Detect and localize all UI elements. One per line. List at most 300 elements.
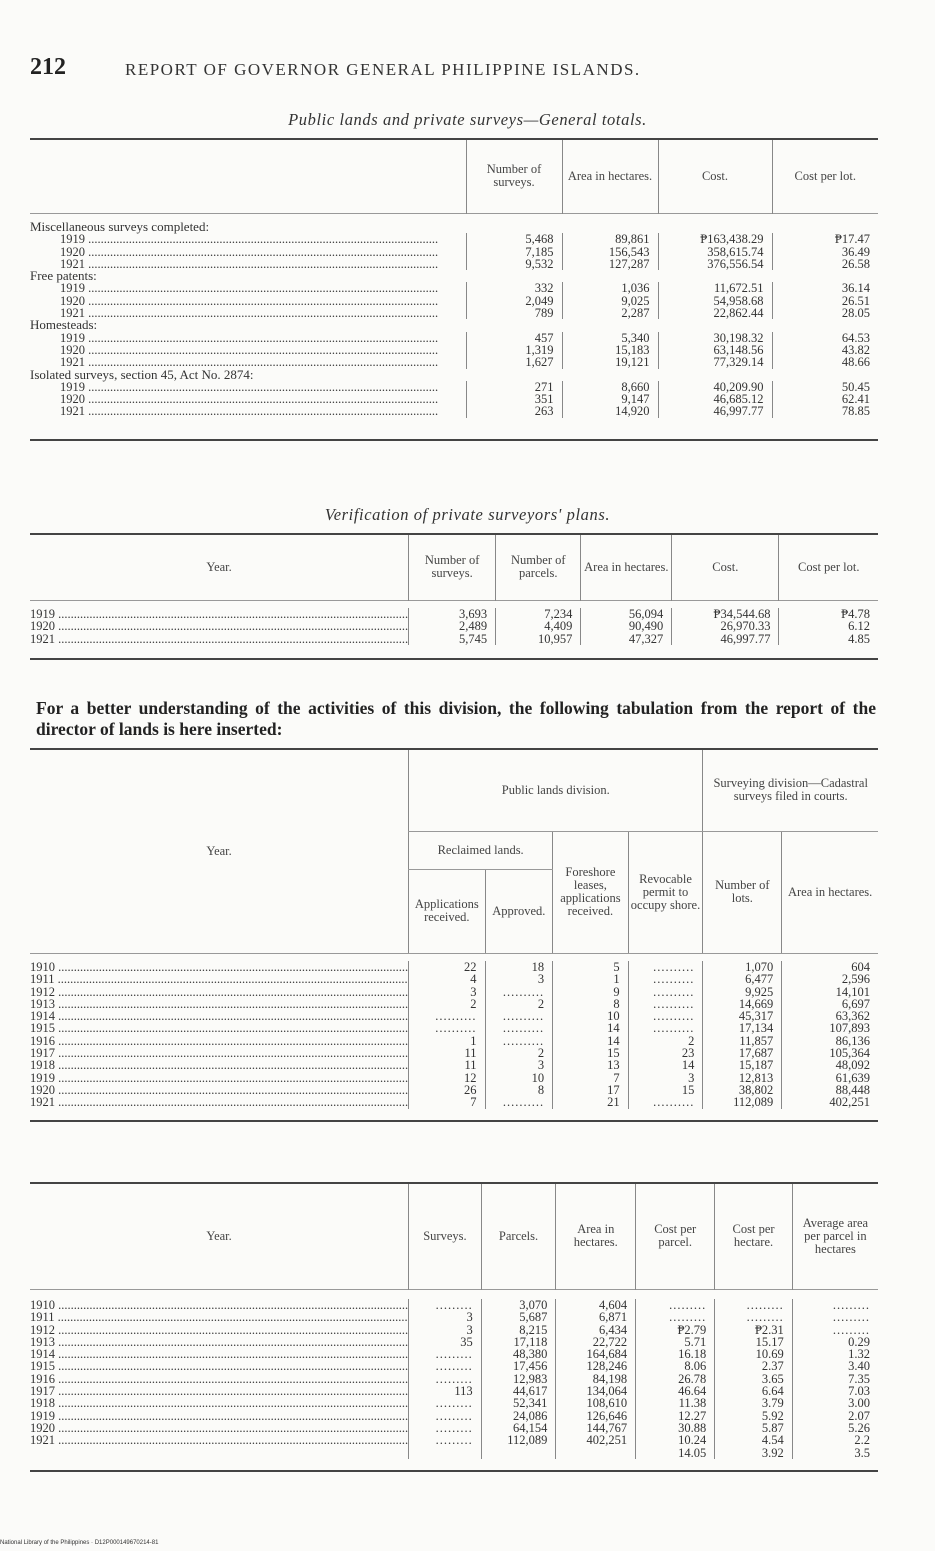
value-cell: 23 <box>628 1047 703 1059</box>
year-cell: 1913 ..... <box>30 998 409 1010</box>
value-cell: 5,468 <box>466 233 562 245</box>
year-cell: 1912 ..... <box>30 986 409 998</box>
value-cell: 18 <box>485 961 553 973</box>
t2-col-surveys: Number of surveys. <box>409 534 496 600</box>
value-cell: 21 <box>553 1096 628 1108</box>
value-cell: .......... <box>628 973 703 985</box>
value-cell: 4 <box>409 973 485 985</box>
value-cell: 332 <box>466 282 562 294</box>
value-cell: 22,862.44 <box>658 307 772 319</box>
t3-col-year: Year. <box>30 749 409 953</box>
year-cell: 1919 ..... <box>30 282 466 294</box>
spacer-row <box>30 1459 878 1471</box>
value-cell: 17,118 <box>481 1336 556 1348</box>
value-cell: 402,251 <box>556 1434 636 1446</box>
value-cell: 4,604 <box>556 1299 636 1311</box>
value-cell: 26,970.33 <box>672 620 779 632</box>
value-cell: 5.71 <box>636 1336 715 1348</box>
value-cell: 2 <box>485 998 553 1010</box>
value-cell: 40,209.90 <box>658 381 772 393</box>
value-cell: 15 <box>628 1084 703 1096</box>
table-row <box>30 282 878 294</box>
table-row <box>30 1434 878 1446</box>
year-cell: 1920 ..... <box>30 246 466 258</box>
value-cell: ......... <box>715 1311 792 1323</box>
value-cell: .......... <box>409 1010 485 1022</box>
value-cell: 14,669 <box>703 998 782 1010</box>
value-cell: 15.17 <box>715 1336 792 1348</box>
value-cell: 35 <box>409 1336 482 1348</box>
value-cell: 164,684 <box>556 1348 636 1360</box>
t1-stub-header <box>30 139 466 213</box>
t1-col-area: Area in hectares. <box>562 139 658 213</box>
value-cell: 1,627 <box>466 356 562 368</box>
value-cell: 14.05 <box>636 1447 715 1459</box>
value-cell: .......... <box>485 1010 553 1022</box>
value-cell: 5,687 <box>481 1311 556 1323</box>
value-cell: 7 <box>409 1096 485 1108</box>
value-cell: ......... <box>715 1299 792 1311</box>
t3-reclaimed: Reclaimed lands. <box>409 831 553 869</box>
value-cell: 7,185 <box>466 246 562 258</box>
table-row <box>30 1311 878 1323</box>
t4-col-cost-per-parcel: Cost per parcel. <box>636 1183 715 1289</box>
value-cell: .......... <box>628 1010 703 1022</box>
value-cell: 144,767 <box>556 1422 636 1434</box>
value-cell: 17 <box>553 1084 628 1096</box>
value-cell: 17,687 <box>703 1047 782 1059</box>
table-row <box>30 1397 878 1409</box>
year-cell: 1912 ..... <box>30 1324 409 1336</box>
value-cell: 457 <box>466 332 562 344</box>
value-cell: 10 <box>553 1010 628 1022</box>
value-cell: 6.12 <box>779 620 878 632</box>
t4-col-cost-per-hectare: Cost per hectare. <box>715 1183 792 1289</box>
t1-col-surveys: Number of surveys. <box>466 139 562 213</box>
year-cell: 1919 ..... <box>30 1410 409 1422</box>
value-cell: 10.24 <box>636 1434 715 1446</box>
value-cell: 11.38 <box>636 1397 715 1409</box>
value-cell: 9,925 <box>703 986 782 998</box>
value-cell: 43.82 <box>772 344 878 356</box>
value-cell: 9 <box>553 986 628 998</box>
value-cell: 24,086 <box>481 1410 556 1422</box>
division-activities-table <box>30 748 878 1122</box>
value-cell: 46,685.12 <box>658 393 772 405</box>
value-cell: 3 <box>409 986 485 998</box>
value-cell: 8,660 <box>562 381 658 393</box>
value-cell: ......... <box>409 1422 482 1434</box>
table-row <box>30 1022 878 1034</box>
value-cell: ₱2.31 <box>715 1324 792 1336</box>
table-row <box>30 620 878 632</box>
value-cell: 3.92 <box>715 1447 792 1459</box>
table-row <box>30 1360 878 1372</box>
value-cell: 64,154 <box>481 1422 556 1434</box>
t1-col-cost: Cost. <box>658 139 772 213</box>
value-cell: ₱17.47 <box>772 233 878 245</box>
value-cell: 64.53 <box>772 332 878 344</box>
value-cell: ₱34,544.68 <box>672 608 779 620</box>
value-cell: 376,556.54 <box>658 258 772 270</box>
value-cell: 2.37 <box>715 1360 792 1372</box>
value-cell: 61,639 <box>782 1072 878 1084</box>
value-cell: 12,983 <box>481 1373 556 1385</box>
value-cell: 5 <box>553 961 628 973</box>
t3-group-surveying: Surveying division—Cadastral surveys filed in courts. <box>703 749 878 831</box>
value-cell: 36.14 <box>772 282 878 294</box>
value-cell: 50.45 <box>772 381 878 393</box>
year-cell: 1919 ..... <box>30 381 466 393</box>
value-cell: 4,409 <box>496 620 581 632</box>
value-cell: 12 <box>409 1072 485 1084</box>
value-cell: 48.66 <box>772 356 878 368</box>
value-cell: 5.92 <box>715 1410 792 1422</box>
year-cell: 1910 ..... <box>30 1299 409 1311</box>
value-cell: ₱163,438.29 <box>658 233 772 245</box>
value-cell: 22,722 <box>556 1336 636 1348</box>
intro-paragraph: For a better understanding of the activities of this division, the following tabulation from the report of the director of lands is here inserted: <box>36 698 876 739</box>
category-row <box>30 319 878 331</box>
year-cell: 1921 ..... <box>30 258 466 270</box>
value-cell: 1 <box>553 973 628 985</box>
value-cell: 63,148.56 <box>658 344 772 356</box>
category-label: Homesteads: <box>30 317 98 333</box>
value-cell: 2,049 <box>466 295 562 307</box>
value-cell: 7,234 <box>496 608 581 620</box>
value-cell: 8 <box>485 1084 553 1096</box>
value-cell: 789 <box>466 307 562 319</box>
t3-col-area: Area in hectares. <box>782 831 878 953</box>
year-cell: 1920 ..... <box>30 393 466 405</box>
year-cell: 1921 ..... <box>30 1096 409 1108</box>
table-row <box>30 405 878 417</box>
value-cell: 26.78 <box>636 1373 715 1385</box>
value-cell: 128,246 <box>556 1360 636 1372</box>
value-cell: 12.27 <box>636 1410 715 1422</box>
value-cell: 30.88 <box>636 1422 715 1434</box>
value-cell: 5,745 <box>409 633 496 645</box>
value-cell: 108,610 <box>556 1397 636 1409</box>
value-cell <box>409 1447 482 1459</box>
value-cell: 2 <box>628 1035 703 1047</box>
year-cell: 1921 ..... <box>30 307 466 319</box>
year-cell <box>30 1447 409 1459</box>
value-cell: 2.07 <box>792 1410 878 1422</box>
value-cell: 26.51 <box>772 295 878 307</box>
t4-col-average-area: Average area per parcel in hectares <box>792 1183 878 1289</box>
year-cell: 1921 ..... <box>30 405 466 417</box>
t4-col-year: Year. <box>206 1228 232 1243</box>
year-cell: 1918 ..... <box>30 1397 409 1409</box>
year-cell: 1911 ..... <box>30 973 409 985</box>
value-cell: ......... <box>409 1434 482 1446</box>
table-row <box>30 1096 878 1108</box>
value-cell: 8 <box>553 998 628 1010</box>
value-cell: 48,092 <box>782 1059 878 1071</box>
value-cell: 14 <box>628 1059 703 1071</box>
table-row <box>30 1324 878 1336</box>
value-cell: 46.64 <box>636 1385 715 1397</box>
value-cell: .......... <box>409 1022 485 1034</box>
value-cell <box>556 1447 636 1459</box>
t2-col-cost: Cost. <box>672 534 779 600</box>
value-cell: 52,341 <box>481 1397 556 1409</box>
value-cell: 46,997.77 <box>672 633 779 645</box>
value-cell: 16.18 <box>636 1348 715 1360</box>
value-cell: ......... <box>409 1410 482 1422</box>
year-cell: 1919 ..... <box>30 332 466 344</box>
t4-col-area: Area in hectares. <box>556 1183 636 1289</box>
value-cell: 1,319 <box>466 344 562 356</box>
value-cell: 46,997.77 <box>658 405 772 417</box>
value-cell: 126,646 <box>556 1410 636 1422</box>
value-cell: 358,615.74 <box>658 246 772 258</box>
year-cell: 1919 ..... <box>30 233 466 245</box>
value-cell: 38,802 <box>703 1084 782 1096</box>
value-cell: 44,617 <box>481 1385 556 1397</box>
table-row <box>30 973 878 985</box>
year-cell: 1920 ..... <box>30 620 409 632</box>
value-cell: 15 <box>553 1047 628 1059</box>
value-cell: 11,857 <box>703 1035 782 1047</box>
value-cell: 263 <box>466 405 562 417</box>
value-cell: 3 <box>409 1311 482 1323</box>
table-row <box>30 307 878 319</box>
table-row <box>30 258 878 270</box>
table-row <box>30 1447 878 1459</box>
value-cell: 54,958.68 <box>658 295 772 307</box>
value-cell: 3.65 <box>715 1373 792 1385</box>
value-cell: ......... <box>792 1311 878 1323</box>
value-cell: .......... <box>628 961 703 973</box>
value-cell: 19,121 <box>562 356 658 368</box>
value-cell: 9,025 <box>562 295 658 307</box>
value-cell: 36.49 <box>772 246 878 258</box>
page-number: 212 <box>30 54 66 80</box>
value-cell: 105,364 <box>782 1047 878 1059</box>
cadastral-summary-table <box>30 1182 878 1472</box>
value-cell: 14,920 <box>562 405 658 417</box>
value-cell: 3.00 <box>792 1397 878 1409</box>
value-cell: 17,456 <box>481 1360 556 1372</box>
value-cell: 3 <box>485 1059 553 1071</box>
table-row <box>30 1059 878 1071</box>
value-cell: 3,693 <box>409 608 496 620</box>
year-cell: 1910 ..... <box>30 961 409 973</box>
value-cell: 12,813 <box>703 1072 782 1084</box>
category-row <box>30 369 878 381</box>
year-cell: 1920 ..... <box>30 344 466 356</box>
value-cell: 1,070 <box>703 961 782 973</box>
value-cell: 6,871 <box>556 1311 636 1323</box>
value-cell: .......... <box>485 986 553 998</box>
value-cell: 107,893 <box>782 1022 878 1034</box>
year-cell: 1916 ..... <box>30 1373 409 1385</box>
year-cell: 1918 ..... <box>30 1059 409 1071</box>
t1-col-cost-per-lot: Cost per lot. <box>772 139 878 213</box>
value-cell: 8,215 <box>481 1324 556 1336</box>
value-cell: 3,070 <box>481 1299 556 1311</box>
value-cell: 5,340 <box>562 332 658 344</box>
value-cell: 86,136 <box>782 1035 878 1047</box>
value-cell: 113 <box>409 1385 482 1397</box>
value-cell: 6,697 <box>782 998 878 1010</box>
year-cell: 1919 ..... <box>30 608 409 620</box>
value-cell: 4.54 <box>715 1434 792 1446</box>
year-cell: 1916 ..... <box>30 1035 409 1047</box>
value-cell: 3 <box>628 1072 703 1084</box>
value-cell: 3.79 <box>715 1397 792 1409</box>
t2-col-area: Area in hectares. <box>581 534 672 600</box>
value-cell: 84,198 <box>556 1373 636 1385</box>
spacer-row <box>30 645 878 659</box>
value-cell: 7.35 <box>792 1373 878 1385</box>
value-cell: 9,147 <box>562 393 658 405</box>
value-cell: 15,187 <box>703 1059 782 1071</box>
value-cell: 2,489 <box>409 620 496 632</box>
value-cell: 351 <box>466 393 562 405</box>
value-cell: ......... <box>409 1348 482 1360</box>
year-cell: 1919 ..... <box>30 1072 409 1084</box>
value-cell: 3.40 <box>792 1360 878 1372</box>
t4-col-surveys: Surveys. <box>409 1183 482 1289</box>
year-cell: 1914 ..... <box>30 1010 409 1022</box>
value-cell: 156,543 <box>562 246 658 258</box>
value-cell: 8.06 <box>636 1360 715 1372</box>
value-cell: 112,089 <box>481 1434 556 1446</box>
value-cell: 2 <box>409 998 485 1010</box>
value-cell: 78.85 <box>772 405 878 417</box>
value-cell: 22 <box>409 961 485 973</box>
value-cell: ......... <box>409 1373 482 1385</box>
value-cell: 1,036 <box>562 282 658 294</box>
value-cell: 26.58 <box>772 258 878 270</box>
year-cell: 1917 ..... <box>30 1047 409 1059</box>
value-cell: 10,957 <box>496 633 581 645</box>
value-cell: .......... <box>628 1096 703 1108</box>
category-label: Isolated surveys, section 45, Act No. 2874: <box>30 366 254 382</box>
t3-group-public: Public lands division. <box>409 749 703 831</box>
value-cell: 63,362 <box>782 1010 878 1022</box>
value-cell: 604 <box>782 961 878 973</box>
value-cell: 88,448 <box>782 1084 878 1096</box>
year-cell: 1921 ..... <box>30 1434 409 1446</box>
year-cell: 1920 ..... <box>30 1084 409 1096</box>
value-cell: ......... <box>636 1299 715 1311</box>
value-cell: 14 <box>553 1035 628 1047</box>
spacer-row <box>30 418 878 440</box>
value-cell: 26 <box>409 1084 485 1096</box>
value-cell: 10 <box>485 1072 553 1084</box>
year-cell: 1921 ..... <box>30 356 466 368</box>
value-cell: 47,327 <box>581 633 672 645</box>
year-cell: 1915 ..... <box>30 1022 409 1034</box>
value-cell <box>481 1447 556 1459</box>
value-cell: 1.32 <box>792 1348 878 1360</box>
value-cell: ......... <box>409 1299 482 1311</box>
t3-col-applications: Applications received. <box>409 869 485 953</box>
value-cell: 89,861 <box>562 233 658 245</box>
value-cell: 45,317 <box>703 1010 782 1022</box>
value-cell: .......... <box>485 1022 553 1034</box>
value-cell: 1 <box>409 1035 485 1047</box>
value-cell: 14,101 <box>782 986 878 998</box>
year-cell: 1915 ..... <box>30 1360 409 1372</box>
table1-title: Public lands and private surveys—General totals. <box>288 110 647 129</box>
value-cell: 15,183 <box>562 344 658 356</box>
value-cell: .......... <box>628 998 703 1010</box>
value-cell: 48,380 <box>481 1348 556 1360</box>
value-cell: 11 <box>409 1059 485 1071</box>
value-cell: 3.5 <box>792 1447 878 1459</box>
value-cell: 6,477 <box>703 973 782 985</box>
year-cell: 1920 ..... <box>30 295 466 307</box>
table-row <box>30 633 878 645</box>
value-cell: 17,134 <box>703 1022 782 1034</box>
t3-col-lots: Number of lots. <box>703 831 782 953</box>
value-cell: 7.03 <box>792 1385 878 1397</box>
value-cell: 0.29 <box>792 1336 878 1348</box>
value-cell: 3 <box>485 973 553 985</box>
value-cell: 271 <box>466 381 562 393</box>
value-cell: 14 <box>553 1022 628 1034</box>
value-cell: ......... <box>636 1311 715 1323</box>
value-cell: 11 <box>409 1047 485 1059</box>
value-cell: 6,434 <box>556 1324 636 1336</box>
value-cell: 10.69 <box>715 1348 792 1360</box>
value-cell: 3 <box>409 1324 482 1336</box>
value-cell: 127,287 <box>562 258 658 270</box>
value-cell: .......... <box>628 1022 703 1034</box>
value-cell: 2 <box>485 1047 553 1059</box>
spacer-row <box>30 1109 878 1121</box>
value-cell: 30,198.32 <box>658 332 772 344</box>
value-cell: 11,672.51 <box>658 282 772 294</box>
category-label: Free patents: <box>30 268 97 284</box>
year-cell: 1917 ..... <box>30 1385 409 1397</box>
value-cell: ₱2.79 <box>636 1324 715 1336</box>
value-cell: 77,329.14 <box>658 356 772 368</box>
t2-col-parcels: Number of parcels. <box>496 534 581 600</box>
value-cell: ......... <box>792 1324 878 1336</box>
value-cell: ......... <box>409 1397 482 1409</box>
t3-col-foreshore: Foreshore leases, applications received. <box>553 831 628 953</box>
table-row <box>30 233 878 245</box>
running-title: REPORT OF GOVERNOR GENERAL PHILIPPINE ISLANDS. <box>125 60 641 79</box>
value-cell: 2.2 <box>792 1434 878 1446</box>
year-cell: 1913 ..... <box>30 1336 409 1348</box>
value-cell: 5.26 <box>792 1422 878 1434</box>
t4-col-parcels: Parcels. <box>481 1183 556 1289</box>
t2-col-cost-per-lot: Cost per lot. <box>779 534 878 600</box>
value-cell: 5.87 <box>715 1422 792 1434</box>
value-cell: 2,596 <box>782 973 878 985</box>
verification-table <box>30 533 878 660</box>
year-cell: 1920 ..... <box>30 1422 409 1434</box>
value-cell: 9,532 <box>466 258 562 270</box>
value-cell: ......... <box>792 1299 878 1311</box>
value-cell: 112,089 <box>703 1096 782 1108</box>
value-cell: .......... <box>628 986 703 998</box>
value-cell: 28.05 <box>772 307 878 319</box>
value-cell: ₱4.78 <box>779 608 878 620</box>
value-cell: 90,490 <box>581 620 672 632</box>
footer-credit: National Library of the Philippines · D12P000149670214-81 <box>0 1540 159 1546</box>
year-cell: 1914 ..... <box>30 1348 409 1360</box>
t3-col-approved: Approved. <box>485 869 553 953</box>
value-cell: 134,064 <box>556 1385 636 1397</box>
